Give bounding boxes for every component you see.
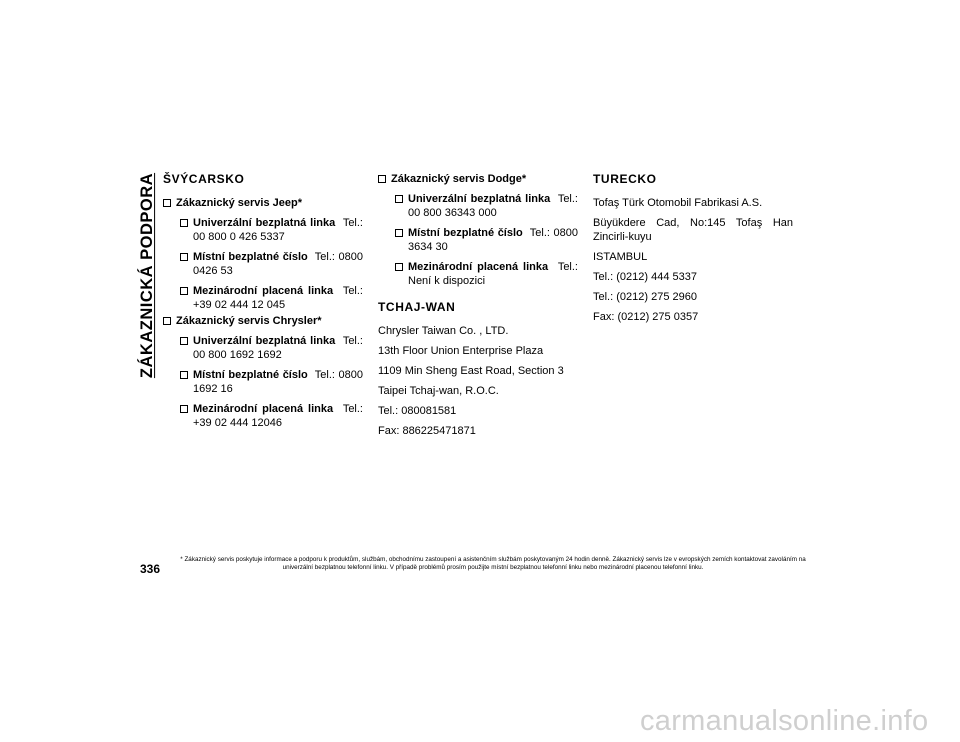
intl-line-label: Mezinárodní placená linka	[408, 261, 549, 273]
list-item-jeep	[163, 196, 363, 210]
list-item-chrysler-universal	[180, 334, 363, 362]
square-bullet-icon	[163, 317, 171, 325]
local-number-label: Místní bezplatné číslo	[193, 369, 308, 381]
universal-line-phone: Tel.: 00 800 0 426 5337	[193, 217, 363, 243]
page-number: 336	[140, 562, 161, 576]
universal-line-phone: Tel.: 00 800 36343 000	[408, 193, 578, 219]
universal-line-label: Univerzální bezplatná linka	[408, 193, 551, 205]
list-item-dodge-intl	[395, 260, 578, 288]
square-bullet-icon	[395, 263, 403, 271]
local-number-phone: Tel.: 0800 1692 16	[193, 369, 364, 395]
list-item-chrysler-local	[180, 368, 363, 396]
square-bullet-icon	[395, 195, 403, 203]
column-turkey	[593, 172, 793, 330]
intl-line-phone: Tel.: Není k dispozici	[408, 261, 578, 287]
square-bullet-icon	[378, 175, 386, 183]
side-section-tab	[136, 170, 160, 380]
taiwan-address-line: Chrysler Taiwan Co. , LTD.	[378, 325, 509, 337]
dodge-service-title: Zákaznický servis Dodge*	[391, 173, 527, 185]
taiwan-fax: Fax: 886225471871	[378, 425, 476, 437]
square-bullet-icon	[180, 371, 188, 379]
local-number-phone: Tel.: 0800 3634 30	[408, 227, 579, 253]
local-number-phone: Tel.: 0800 0426 53	[193, 251, 364, 277]
square-bullet-icon	[395, 229, 403, 237]
intl-line-label: Mezinárodní placená linka	[193, 403, 334, 415]
turkey-address-line: Büyükdere Cad, No:145 Tofaş Han Zincirli-kuyu	[593, 217, 793, 243]
list-item-dodge-local	[395, 226, 578, 254]
turkey-address-line: Tofaş Türk Otomobil Fabrikasi A.S.	[593, 197, 763, 209]
list-item-jeep-local	[180, 250, 363, 278]
list-item-jeep-universal	[180, 216, 363, 244]
universal-line-label: Univerzální bezplatná linka	[193, 335, 336, 347]
list-item-dodge	[378, 172, 578, 186]
taiwan-address-line: 13th Floor Union Enterprise Plaza	[378, 345, 544, 357]
intl-line-label: Mezinárodní placená linka	[193, 285, 334, 297]
list-item-chrysler-intl	[180, 402, 363, 430]
square-bullet-icon	[180, 337, 188, 345]
list-item-chrysler	[163, 314, 363, 328]
turkey-city: ISTAMBUL	[593, 251, 648, 263]
square-bullet-icon	[180, 253, 188, 261]
square-bullet-icon	[180, 219, 188, 227]
square-bullet-icon	[180, 405, 188, 413]
turkey-phone: Tel.: (0212) 444 5337	[593, 271, 697, 283]
watermark: carmanualsonline.info	[640, 705, 929, 737]
footnote: * Zákaznický servis poskytuje informace a podporu k produktům, službám, obchodnímu zastoupení a asistenčním službám poskytovaným 24 hodin denně. Zákaznický servis lze v evropských zemích kontaktovat zavoláním na univerzální bezplatnou telefonní linku. V případě problémů prosím použijte místní bezplatnou telefonní linku nebo mezinárodní placenou telefonní linku.	[180, 556, 806, 571]
side-section-title: ZÁKAZNICKÁ PODPORA	[138, 172, 157, 378]
local-number-label: Místní bezplatné číslo	[408, 227, 523, 239]
chrysler-service-title: Zákaznický servis Chrysler*	[176, 315, 322, 327]
taiwan-address-line: Taipei Tchaj-wan, R.O.C.	[378, 385, 499, 397]
heading-taiwan: TCHAJ-WAN	[378, 300, 456, 314]
list-item-dodge-universal	[395, 192, 578, 220]
universal-line-label: Univerzální bezplatná linka	[193, 217, 336, 229]
local-number-label: Místní bezplatné číslo	[193, 251, 308, 263]
taiwan-phone: Tel.: 080081581	[378, 405, 457, 417]
column-switzerland	[163, 172, 363, 436]
jeep-service-title: Zákaznický servis Jeep*	[176, 197, 302, 209]
square-bullet-icon	[180, 287, 188, 295]
list-item-jeep-intl	[180, 284, 363, 312]
taiwan-address-line: 1109 Min Sheng East Road, Section 3	[378, 365, 564, 377]
turkey-fax: Fax: (0212) 275 0357	[593, 311, 699, 323]
intl-line-phone: Tel.: +39 02 444 12 045	[193, 285, 363, 311]
heading-switzerland: ŠVÝCARSKO	[163, 172, 245, 186]
intl-line-phone: Tel.: +39 02 444 12046	[193, 403, 363, 429]
turkey-phone: Tel.: (0212) 275 2960	[593, 291, 697, 303]
heading-turkey: TURECKO	[593, 172, 657, 186]
universal-line-phone: Tel.: 00 800 1692 1692	[193, 335, 363, 361]
column-dodge-taiwan	[378, 172, 578, 444]
square-bullet-icon	[163, 199, 171, 207]
